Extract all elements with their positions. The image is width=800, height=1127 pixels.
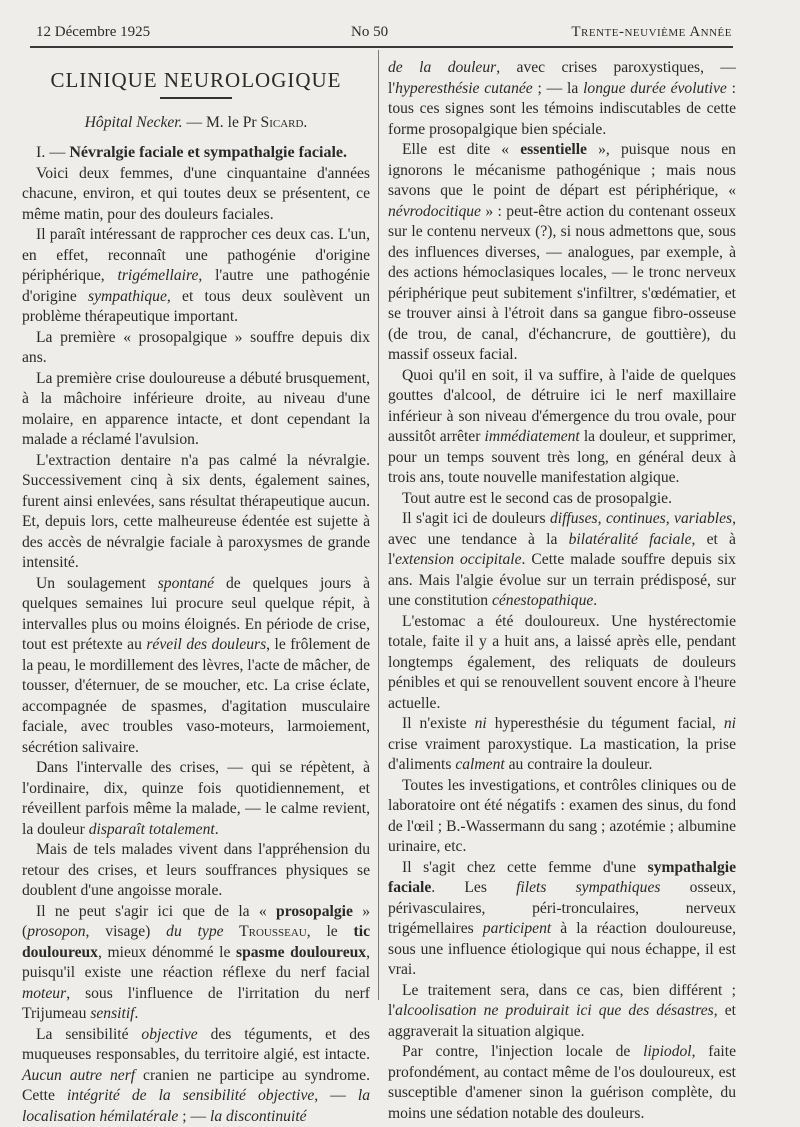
paragraph: Il n'existe ni hyperesthésie du tégument facial, ni crise vraiment paroxystique. La mastication, la prise d'aliments calment au contraire la douleur. [388, 714, 736, 776]
column-divider [378, 50, 379, 1000]
article-number: I. — [36, 144, 65, 161]
paragraph: Voici deux femmes, d'une cinquantaine d'années chacune, environ, et qui toutes deux se présentent, ce même matin, pour des douleurs faciales. [22, 164, 370, 226]
author-prefix: — M. le Pr [186, 114, 256, 131]
article-title [22, 143, 370, 164]
article-title-text: Névralgie faciale et sympathalgie faciale. [69, 144, 347, 161]
paragraph: Par contre, l'injection locale de lipiodol, faite profondément, au contact même de l'os douloureux, est susceptible d'amener sinon la guérison complète, du moins une sédation notable des douleurs. [388, 1042, 736, 1124]
section-title: CLINIQUE NEUROLOGIQUE [22, 70, 370, 93]
paragraph: L'estomac a été douloureux. Une hystérectomie totale, faite il y a huit ans, a laissé après elle, pendant longtemps également, des reliquats de douleurs pénibles et qui se renouvellent souvent encore à l'heure actuelle. [388, 612, 736, 715]
author-name: Sicard. [261, 114, 308, 131]
paragraph: Quoi qu'il en soit, il va suffire, à l'aide de quelques gouttes d'alcool, de détruire ici le nerf maxillaire inférieur à son niveau d'émergence du trou ovale, pour aussitôt arrêter immédiatement la douleur, et supprimer, pour un temps souvent très long, en général deux à trois ans, toute nouvelle manifestation algique. [388, 366, 736, 489]
paragraph: Il paraît intéressant de rapprocher ces deux cas. L'un, en effet, reconnaît une pathogénie d'origine périphérique, trigémellaire, l'autre une pathogénie d'origine sympathique, et tous deux soulèvent un problème thérapeutique important. [22, 225, 370, 328]
header-rule [30, 46, 733, 48]
page-header [36, 24, 732, 46]
paragraph: Dans l'intervalle des crises, — qui se répètent, à l'ordinaire, dix, quinze fois quotidiennement, et réveillent parfois même la malade, — le calme revient, la douleur disparaît totalement. [22, 758, 370, 840]
hospital-name: Hôpital Necker. [85, 114, 183, 131]
issue-year: Trente-neuvième Année [571, 24, 732, 41]
paragraph: Tout autre est le second cas de prosopalgie. [388, 489, 736, 510]
paragraph: Il ne peut s'agir ici que de la « prosopalgie » (prosopon, visage) du type Trousseau, le tic douloureux, mieux dénommé le spasme douloureux, puisqu'il existe une réaction réflexe du nerf facial moteur, sous l'influence de l'irritation du nerf Trijumeau sensitif. [22, 902, 370, 1025]
paragraph: Mais de tels malades vivent dans l'appréhension du retour des crises, et leurs souffrances physiques se doublent d'une angoisse morale. [22, 840, 370, 902]
title-rule [160, 97, 232, 99]
paragraph: Elle est dite « essentielle », puisque nous en ignorons le mécanisme pathogénique ; mais nous savons que le point de départ est périphérique, « névrodocitique » : peut-être action du contenant osseux sur le contenu nerveux (?), si nous admettons que, sous des influences diverses, — analogues, par exemple, à des actions hémoclasiques locales, — le tronc nerveux périphérique peut subitement s'infiltrer, s'œdématier, et se trouver ainsi à l'étroit dans sa gangue fibro-osseuse (de trou, de canal, d'échancrure, de gouttière), du massif osseux facial. [388, 140, 736, 366]
paragraph: La première crise douloureuse a débuté brusquement, à la mâchoire inférieure droite, au niveau d'une molaire, en apparence intacte, et dont cependant la malade a réclamé l'avulsion. [22, 369, 370, 451]
paragraph: La première « prosopalgique » souffre depuis dix ans. [22, 328, 370, 369]
paragraph: Le traitement sera, dans ce cas, bien différent ; l'alcoolisation ne produirait ici que des désastres, et aggraverait la situation algique. [388, 981, 736, 1043]
paragraph: Toutes les investigations, et contrôles cliniques ou de laboratoire ont été négatifs : examen des sinus, du fond de l'œil ; B.-Wassermann du sang ; azotémie ; albumine urinaire, etc. [388, 776, 736, 858]
issue-date: 12 Décembre 1925 [36, 24, 150, 41]
paragraph: Il s'agit chez cette femme d'une sympathalgie faciale. Les filets sympathiques osseux, périvasculaires, péri-tronculaires, nerveux trigémellaires participent à la réaction douloureuse, sous une influence étiologique qui nous échappe, il est vrai. [388, 858, 736, 981]
right-column [388, 58, 736, 1124]
paragraph: La sensibilité objective des téguments, et des muqueuses responsables, du territoire algié, est intacte. Aucun autre nerf cranien ne participe au syndrome. Cette intégrité de la sensibilité objective, — la localisation hémilatérale ; — la discontinuité [22, 1025, 370, 1127]
paragraph: L'extraction dentaire n'a pas calmé la névralgie. Successivement cinq à six dents, également saines, furent ainsi enlevées, sans résultat thérapeutique aucun. Et, depuis lors, cette malheureuse édentée est sujette à des accès de névralgie faciale à paroxysmes de grande intensité. [22, 451, 370, 574]
paragraph: Il s'agit ici de douleurs diffuses, continues, variables, avec une tendance à la bilatéralité faciale, et à l'extension occipitale. Cette malade souffre depuis six ans. Mais l'algie évolue sur un terrain prédisposé, sur une constitution cénestopathique. [388, 509, 736, 612]
paragraph: de la douleur, avec crises paroxystiques, — l'hyperesthésie cutanée ; — la longue durée évolutive : tous ces signes sont les témoins indiscutables de cette forme prosopalgique bien spéciale. [388, 58, 736, 140]
left-column [22, 60, 370, 1127]
issue-number: No 50 [351, 24, 388, 41]
byline [22, 113, 370, 134]
paragraph: Un soulagement spontané de quelques jours à quelques semaines lui procure seul quelque répit, à intervalles plus ou moins éloignés. En période de crise, tout est prétexte au réveil des douleurs, le frôlement de la peau, le mordillement des lèvres, l'acte de mâcher, de tousser, d'éternuer, de se moucher, etc. La crise éclate, accompagnée de spasmes, d'agitation musculaire faciale, avec troubles vaso-moteurs, larmoiement, sécrétion salivaire. [22, 574, 370, 759]
